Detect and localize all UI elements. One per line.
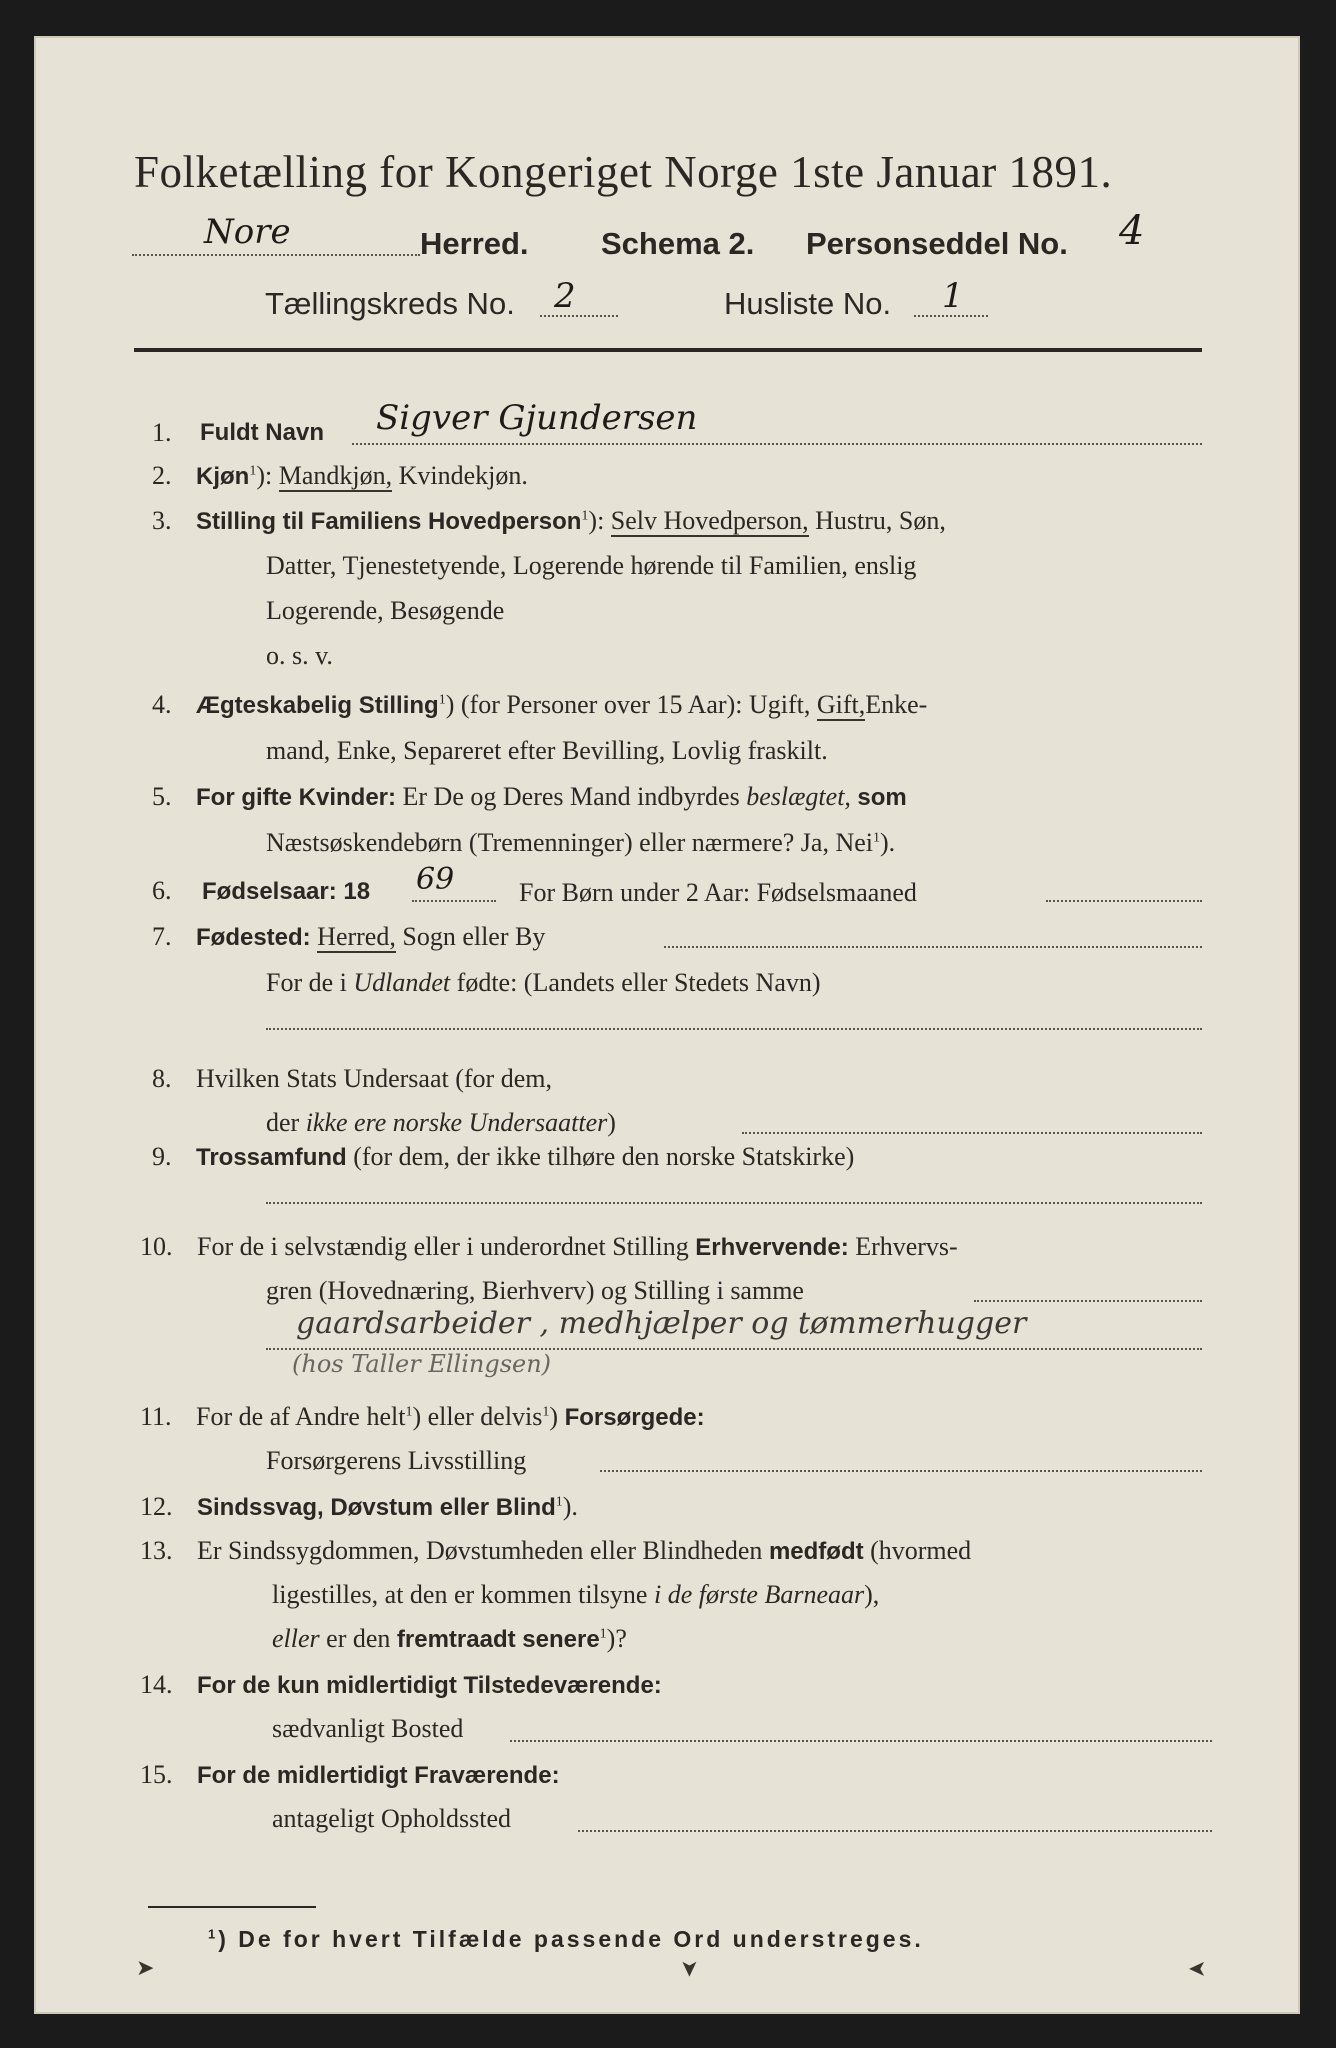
q13-line2-a: ligestilles, at den er kommen tilsyne [272,1580,648,1609]
footnote [208,1926,924,1953]
q11-footnote-ref-1: 1 [405,1404,413,1420]
schema-label: Schema 2. [601,226,755,261]
corner-mark-right-icon: ➤ [1188,1956,1207,1981]
q8-line2-b: ) [607,1108,616,1137]
q12-footnote-ref: 1 [555,1494,563,1510]
q15-line2: antageligt Opholdssted [272,1804,512,1833]
corner-mark-left-icon: ➤ [136,1956,155,1981]
q5-italic: beslægtet, [746,782,851,811]
q12-label: Sindssvag, Døvstum eller Blind [197,1494,556,1521]
q5-line2: Næstsøskendebørn (Tremenninger) eller nærmere? Ja, Nei [266,828,873,857]
taellingskreds-label: Tællingskreds No. [265,286,515,321]
footnote-text: ) De for hvert Tilfælde passende Ord understreges. [218,1926,924,1952]
q5-text-end: som [857,784,907,811]
husliste-label: Husliste No. [724,286,892,321]
q7-options-rest: Sogn eller By [402,922,546,951]
q10-occupation-value: gaardsarbeider , medhjælper og tømmerhugger [296,1306,1027,1341]
q11-dotted-line [600,1470,1202,1472]
q3-number: 3. [152,506,172,535]
q8-line2-italic: ikke ere norske Undersaatter [305,1108,608,1137]
q3-option-selected: Selv Hovedperson, [610,506,809,535]
q12-number: 12. [140,1492,173,1521]
q11-footnote-ref-2: 1 [542,1404,550,1420]
q11-text-1: For de af Andre helt [196,1402,406,1431]
q3-footnote-ref: 1 [581,508,589,524]
q4-option-selected: Gift, [816,690,866,719]
q14-text: For de kun [197,1672,320,1699]
q2-number: 2. [152,461,172,490]
q4-label: Ægteskabelig Stilling [196,692,439,719]
q14-number: 14. [140,1670,173,1699]
q7-second-dotted-line [266,1028,1202,1030]
form-title: Folketælling for Kongeriget Norge 1ste Januar 1891. [134,147,1113,197]
personseddel-value: 4 [1119,208,1145,254]
footnote-rule [148,1906,316,1908]
q2-option-mandkjon: Mandkjøn, [278,461,393,490]
q6-year-dotted-line [412,900,496,902]
q10-employer-value: (hos Taller Ellingsen) [292,1350,552,1378]
q13-line2-b: ), [864,1580,880,1609]
herred-value: Nore [204,212,291,252]
q7-option-selected: Herred, [317,922,396,951]
q11-number: 11. [140,1402,172,1431]
q8-text: (for dem, [455,1064,552,1093]
q11-text-3: ) [549,1402,559,1431]
census-form-sheet [34,36,1300,2014]
q5-number: 5. [152,782,172,811]
q6-label: Fødselsaar: 18 [202,878,371,905]
q1-name-value: Sigver Gjundersen [376,398,698,438]
q7-label: Fødested: [196,924,311,951]
q7-dotted-line [664,946,1202,948]
q13-text-end: (hvormed [870,1536,972,1565]
husliste-value: 1 [942,276,964,316]
q3-line2: Datter, Tjenestetyende, Logerende hørende til Familien, enslig [266,551,917,580]
q13-number: 13. [140,1536,173,1565]
q10-text: For de i selvstændig eller i underordnet Stilling [197,1232,689,1261]
q3-options-rest: Hustru, Søn, [815,506,946,535]
q5-line2-end: ). [880,828,896,857]
q13-label: medfødt [768,1538,864,1565]
q6-label2: For Børn under 2 Aar: Fødselsmaaned [519,878,917,907]
q8-dotted-line [742,1132,1202,1134]
q12-end: ). [562,1492,578,1521]
q13-line3-a: er den [326,1624,391,1653]
q3-colon: ): [588,506,605,535]
q15-dotted-line [578,1830,1212,1832]
q3-line3: Logerende, Besøgende [266,596,505,625]
q15-text: For de [197,1762,271,1789]
q11-line2: Forsørgerens Livsstilling [266,1446,527,1475]
q13-text: Er Sindssygdommen, Døvstumheden eller Blindheden [197,1536,763,1565]
q13-line3-end: )? [606,1624,627,1653]
herred-dotted-line [132,254,420,256]
q14-label: midlertidigt Tilstedeværende: [326,1672,662,1699]
q10-dotted-line-1 [974,1300,1202,1302]
q9-text: (for dem, der ikke tilhøre den norske Statskirke) [353,1142,855,1171]
q11-text-2: ) eller delvis [412,1402,543,1431]
q14-line2: sædvanligt Bosted [272,1714,464,1743]
q10-text-end: Erhvervs- [855,1232,958,1261]
q2-footnote-ref: 1 [249,463,257,479]
q13-line3-italic: eller [272,1624,320,1653]
q7-line2-b: fødte: (Landets eller Stedets Navn) [456,968,821,997]
taellingskreds-dotted-line [540,315,618,317]
q6-year-value: 69 [416,862,455,897]
q10-line2: gren (Hovednæring, Bierhverv) og Stilling i samme [266,1276,804,1305]
q9-dotted-line [266,1202,1202,1204]
q5-footnote-ref: 1 [873,830,880,846]
q5-label: For gifte Kvinder: [196,784,397,811]
q14-dotted-line [510,1740,1212,1742]
taellingskreds-value: 2 [554,276,576,316]
q4-text: ) (for Personer over 15 Aar): Ugift, [445,690,811,719]
header-rule [134,348,1202,352]
q13-line2-italic: i de første Barneaar [653,1580,865,1609]
q9-label: Trossamfund [196,1144,347,1171]
q6-number: 6. [152,876,172,905]
q4-footnote-ref: 1 [438,692,446,708]
q4-text-end: Enke- [865,690,928,719]
q15-number: 15. [140,1760,173,1789]
herred-label: Herred. [420,226,529,261]
q3-line4: o. s. v. [266,641,333,670]
q10-number: 10. [140,1232,173,1261]
personseddel-label: Personseddel No. [806,226,1068,261]
q13-footnote-ref: 1 [599,1626,607,1642]
q10-label: Erhvervende: [695,1234,849,1261]
q7-number: 7. [152,922,172,951]
q2-label: Kjøn [196,463,250,490]
q3-label: Stilling til Familiens Hovedperson [196,508,582,535]
q2-colon: ): [256,461,273,490]
q4-number: 4. [152,690,172,719]
q7-line2-italic: Udlandet [353,968,451,997]
q2-option-kvindekjon: Kvindekjøn. [398,461,528,490]
corner-mark-center-icon: ➤ [676,1959,702,1978]
q11-label: Forsørgede: [564,1404,705,1431]
footnote-ref: 1 [208,1926,219,1942]
q1-number: 1. [152,418,172,447]
q1-dotted-line [352,443,1202,445]
q6-month-dotted-line [1046,900,1202,902]
q7-line2-a: For de i [266,968,347,997]
q15-label: midlertidigt Fraværende: [276,1762,560,1789]
q9-number: 9. [152,1142,172,1171]
q5-text: Er De og Deres Mand indbyrdes [402,782,740,811]
q8-label: Hvilken Stats Undersaat [196,1064,449,1093]
q8-line2-a: der [266,1108,300,1137]
q1-label: Fuldt Navn [200,419,324,446]
q13-line3-bold: fremtraadt senere [396,1626,600,1653]
q8-number: 8. [152,1064,172,1093]
q4-line2: mand, Enke, Separeret efter Bevilling, Lovlig fraskilt. [266,736,828,765]
